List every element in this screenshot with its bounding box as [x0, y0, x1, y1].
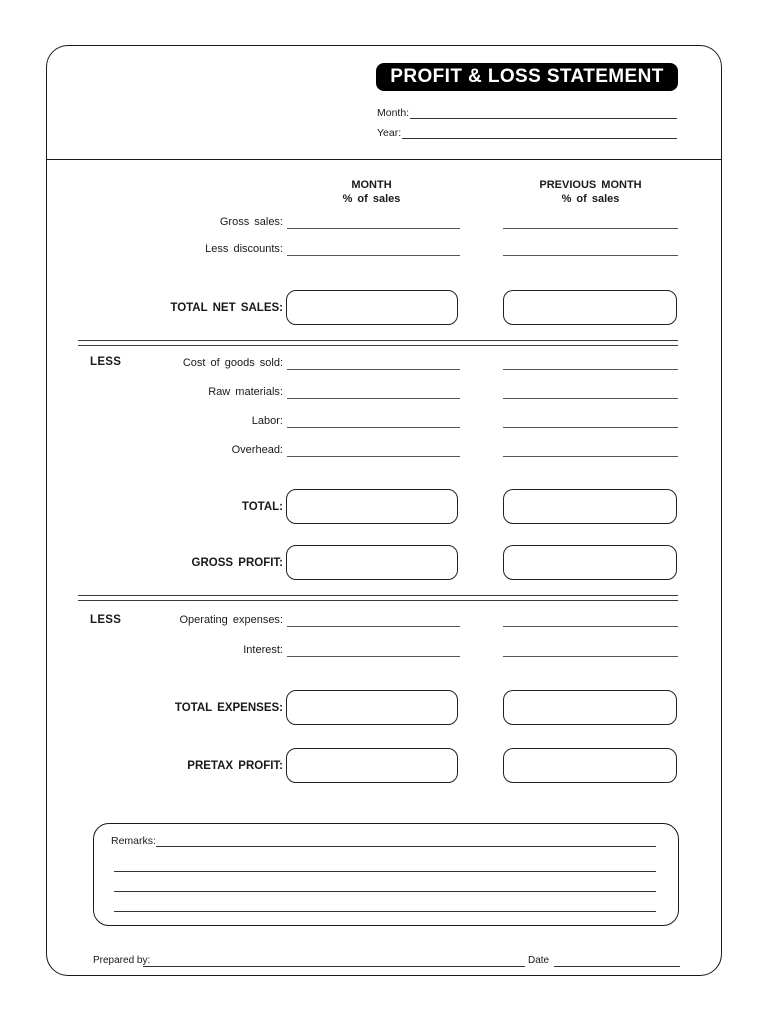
row-raw-materials — [0, 386, 770, 399]
less-label-2: LESS — [90, 614, 122, 626]
column-header-month-subtitle: % of sales — [342, 192, 401, 205]
pretax-profit-month-box[interactable] — [286, 748, 458, 783]
interest-month-field[interactable] — [287, 656, 460, 657]
form-title: PROFIT & LOSS STATEMENT — [376, 63, 678, 91]
raw-materials-label: Raw materials: — [208, 386, 283, 398]
overhead-month-field[interactable] — [287, 456, 460, 457]
year-input[interactable] — [402, 136, 677, 139]
date-input[interactable] — [554, 966, 680, 967]
total-net-sales-month-box[interactable] — [286, 290, 458, 325]
column-header-month-title: MONTH — [351, 179, 392, 191]
remarks-label: Remarks: — [111, 835, 156, 847]
gross-sales-month-field[interactable] — [287, 228, 460, 229]
operating-expenses-prev-field[interactable] — [503, 626, 678, 627]
total-net-sales-label: TOTAL NET SALES: — [170, 301, 283, 314]
less-discounts-label: Less discounts: — [205, 243, 283, 255]
date-label: Date — [528, 955, 550, 966]
raw-materials-month-field[interactable] — [287, 398, 460, 399]
row-operating-expenses — [0, 614, 770, 627]
total-net-sales-prev-box[interactable] — [503, 290, 677, 325]
footer-row — [93, 953, 680, 967]
section-divider-1 — [78, 340, 678, 346]
column-header-previous-month-subtitle: % of sales — [561, 192, 620, 205]
row-total-net-sales — [0, 290, 770, 325]
remarks-row — [111, 833, 656, 847]
remarks-box — [93, 823, 679, 926]
row-total — [0, 489, 770, 524]
interest-prev-field[interactable] — [503, 656, 678, 657]
remarks-input-line-1[interactable] — [156, 844, 656, 847]
row-gross-profit — [0, 545, 770, 580]
labor-month-field[interactable] — [287, 427, 460, 428]
month-input[interactable] — [410, 116, 677, 119]
cost-of-goods-sold-label: Cost of goods sold: — [182, 357, 283, 369]
less-discounts-prev-field[interactable] — [503, 255, 678, 256]
month-row — [377, 105, 677, 119]
prepared-by-label: Prepared by: — [93, 955, 151, 966]
less-discounts-month-field[interactable] — [287, 255, 460, 256]
pretax-profit-label: PRETAX PROFIT: — [187, 759, 283, 772]
labor-prev-field[interactable] — [503, 427, 678, 428]
header-divider — [46, 159, 722, 160]
total-label: TOTAL: — [241, 500, 283, 513]
interest-label: Interest: — [243, 644, 283, 656]
row-total-expenses — [0, 690, 770, 725]
operating-expenses-label: Operating expenses: — [179, 614, 283, 626]
remarks-input-line-4[interactable] — [114, 911, 656, 912]
total-expenses-label: TOTAL EXPENSES: — [174, 701, 283, 714]
remarks-input-line-3[interactable] — [114, 891, 656, 892]
overhead-prev-field[interactable] — [503, 456, 678, 457]
section-divider-2 — [78, 595, 678, 601]
column-header-previous-month-title: PREVIOUS MONTH — [539, 179, 642, 191]
row-interest — [0, 644, 770, 657]
gross-profit-month-box[interactable] — [286, 545, 458, 580]
gross-profit-prev-box[interactable] — [503, 545, 677, 580]
labor-label: Labor: — [251, 415, 283, 427]
column-header-previous-month — [503, 179, 678, 206]
month-label: Month: — [377, 107, 410, 119]
total-expenses-prev-box[interactable] — [503, 690, 677, 725]
row-pretax-profit — [0, 748, 770, 783]
row-cost-of-goods-sold — [0, 357, 770, 370]
pretax-profit-prev-box[interactable] — [503, 748, 677, 783]
cost-of-goods-sold-prev-field[interactable] — [503, 369, 678, 370]
row-overhead — [0, 444, 770, 457]
total-expenses-month-box[interactable] — [286, 690, 458, 725]
overhead-label: Overhead: — [231, 444, 283, 456]
less-label-1: LESS — [90, 356, 122, 368]
cost-of-goods-sold-month-field[interactable] — [287, 369, 460, 370]
row-less-discounts — [0, 243, 770, 256]
year-row — [377, 125, 677, 139]
prepared-by-input[interactable] — [143, 966, 525, 967]
total-prev-box[interactable] — [503, 489, 677, 524]
row-gross-sales — [0, 216, 770, 229]
year-label: Year: — [377, 127, 402, 139]
total-month-box[interactable] — [286, 489, 458, 524]
row-labor — [0, 415, 770, 428]
remarks-input-line-2[interactable] — [114, 871, 656, 872]
gross-sales-prev-field[interactable] — [503, 228, 678, 229]
gross-profit-label: GROSS PROFIT: — [191, 556, 283, 569]
gross-sales-label: Gross sales: — [219, 216, 283, 228]
operating-expenses-month-field[interactable] — [287, 626, 460, 627]
column-header-month — [284, 179, 459, 206]
raw-materials-prev-field[interactable] — [503, 398, 678, 399]
